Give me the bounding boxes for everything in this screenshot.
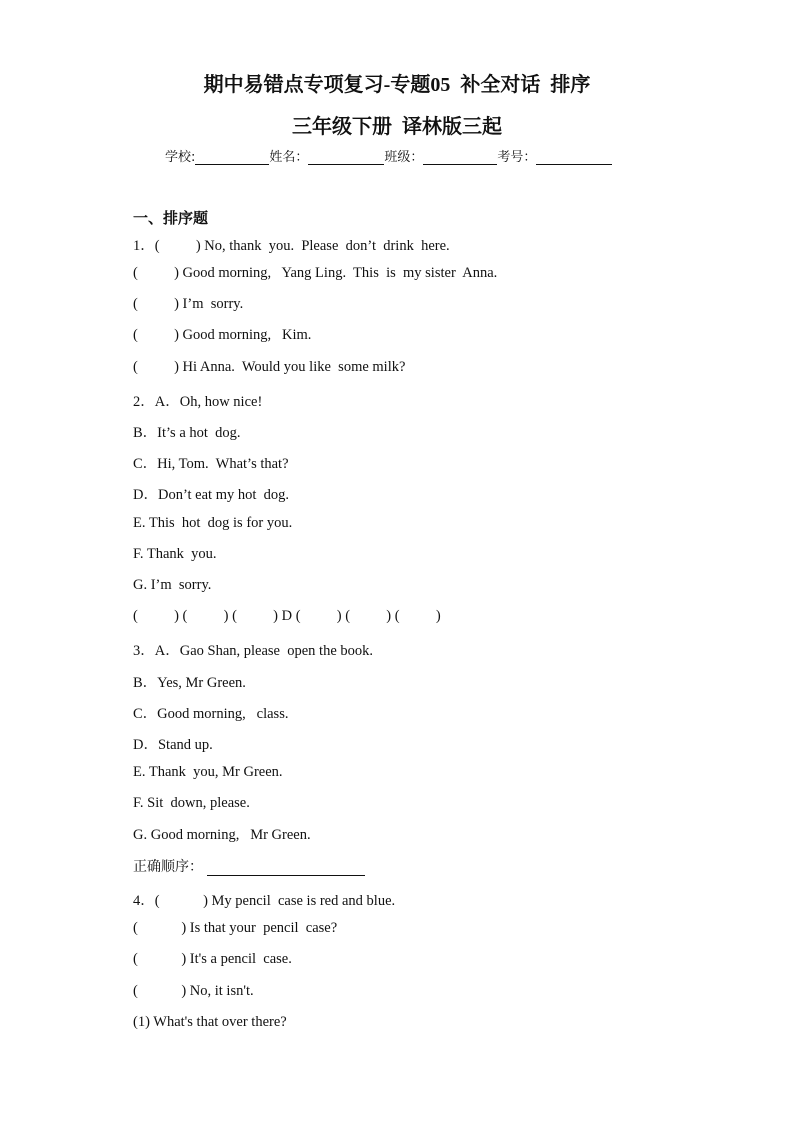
q3-answer-blank[interactable] xyxy=(207,861,365,876)
q2-answer-row[interactable]: ( ) ( ) ( ) D ( ) ( ) ( ) xyxy=(133,608,441,624)
section-title: 一、排序题 xyxy=(133,209,209,227)
q2-line-6: F. Thank you. xyxy=(133,546,217,562)
class-blank[interactable] xyxy=(423,150,497,165)
q2-line-3: C．Hi, Tom. What’s that? xyxy=(133,456,289,472)
school-blank[interactable] xyxy=(195,150,269,165)
school-label: 学校: xyxy=(165,150,196,165)
q4-line-5: (1) What's that over there? xyxy=(133,1014,287,1030)
number-label: 考号： xyxy=(497,150,537,165)
name-blank[interactable] xyxy=(308,150,384,165)
q2-line-2: B．It’s a hot dog. xyxy=(133,425,241,441)
q3-line-2: B．Yes, Mr Green. xyxy=(133,675,246,691)
q2-line-7: G. I’m sorry. xyxy=(133,577,212,593)
q2-line-1: 2．A．Oh, how nice! xyxy=(133,394,263,410)
q1-line-1: 1．( ) No, thank you. Please don’t drink here. xyxy=(133,238,450,254)
q4-line-1: 4．( ) My pencil case is red and blue. xyxy=(133,893,396,909)
q1-line-2: ( ) Good morning, Yang Ling. This is my sister Anna. xyxy=(133,265,498,281)
student-info-row xyxy=(165,146,612,165)
q2-line-5: E. This hot dog is for you. xyxy=(133,515,293,531)
q4-line-2: ( ) Is that your pencil case? xyxy=(133,920,338,936)
q3-line-5: E. Thank you, Mr Green. xyxy=(133,764,283,780)
name-label: 姓名： xyxy=(269,150,309,165)
q1-line-3: ( ) I’m sorry. xyxy=(133,296,244,312)
q1-line-4: ( ) Good morning, Kim. xyxy=(133,327,312,343)
page-title: 期中易错点专项复习-专题05 补全对话 排序 xyxy=(203,74,591,96)
q3-line-6: F. Sit down, please. xyxy=(133,795,250,811)
q3-answer-label: 正确顺序： xyxy=(133,859,203,875)
q3-line-1: 3．A．Gao Shan, please open the book. xyxy=(133,643,374,659)
q3-answer-row xyxy=(133,856,365,876)
q3-line-7: G. Good morning, Mr Green. xyxy=(133,827,311,843)
q4-line-4: ( ) No, it isn't. xyxy=(133,983,254,999)
q1-line-5: ( ) Hi Anna. Would you like some milk? xyxy=(133,359,406,375)
page-subtitle: 三年级下册 译林版三起 xyxy=(292,116,502,138)
q3-line-3: C．Good morning, class. xyxy=(133,706,289,722)
q4-line-3: ( ) It's a pencil case. xyxy=(133,951,292,967)
number-blank[interactable] xyxy=(536,150,612,165)
class-label: 班级： xyxy=(384,150,424,165)
q3-line-4: D．Stand up. xyxy=(133,737,213,753)
q2-line-4: D．Don’t eat my hot dog. xyxy=(133,487,289,503)
